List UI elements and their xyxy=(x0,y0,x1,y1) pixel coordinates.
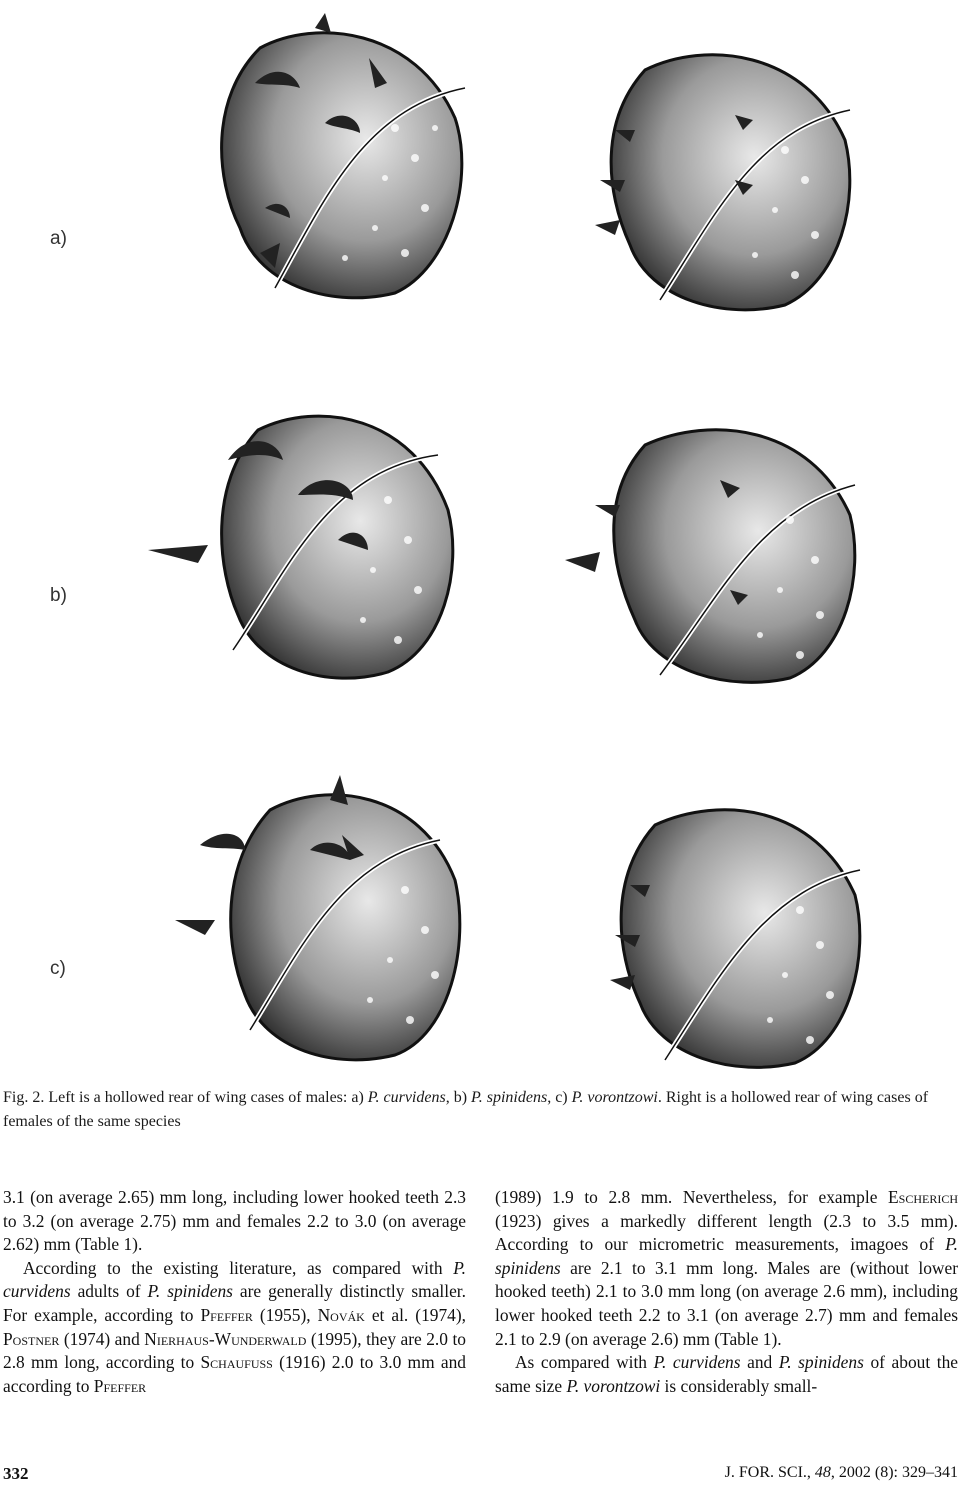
female-elytra-drawing-a xyxy=(555,30,865,320)
text-span: (1974) and xyxy=(59,1328,145,1349)
male-elytra-drawing-c xyxy=(170,770,470,1070)
female-elytra-drawing-c xyxy=(570,785,870,1075)
left-paragraph-2 xyxy=(3,1257,466,1399)
author-name: Novák xyxy=(317,1304,365,1325)
journal-name: J. FOR. SCI., xyxy=(724,1464,815,1481)
journal-volume: 48 xyxy=(814,1464,831,1481)
panel-label-a: a) xyxy=(50,228,67,249)
male-elytra-drawing-a xyxy=(165,8,475,308)
panel-label-c: c) xyxy=(50,958,66,979)
caption-text-1: , b) xyxy=(445,1089,472,1106)
text-span: of about the same size xyxy=(495,1352,959,1396)
text-span: According to the existing literature, as compared with xyxy=(23,1257,454,1278)
author-name: Postner xyxy=(3,1328,60,1349)
text-span: (1955), xyxy=(252,1304,318,1325)
page-number: 332 xyxy=(3,1464,29,1483)
species-name: P. curvidens xyxy=(3,1257,466,1302)
species-name: P. curvidens xyxy=(653,1352,741,1373)
female-elytra-drawing-b xyxy=(560,410,870,690)
text-span: (1923) gives a markedly different length (2.3 to 3.5 mm). According to our micrometric measurements, imagoes of xyxy=(495,1210,958,1255)
journal-citation xyxy=(725,1464,958,1482)
author-name: Pfeffer xyxy=(200,1304,253,1325)
author-name: Escherich xyxy=(888,1187,958,1207)
caption-prefix: Fig. 2. Left is a hollowed rear of wing cases of males: a) xyxy=(3,1089,368,1106)
caption-text-2: , c) xyxy=(547,1089,572,1106)
caption-species-2: P. spinidens xyxy=(471,1089,548,1106)
male-elytra-drawing-b xyxy=(148,400,468,690)
text-span: and xyxy=(740,1352,779,1373)
text-span: are 2.1 to 3.1 mm long. Males are (without lower hooked teeth) 2.1 to 3.0 mm long (on average 2.6 mm), including lower hooked teeth 2.2 to 3.1 (on average 2.7) mm and females 2.1 to 2.9 (on average 2.6) mm (Table 1). xyxy=(495,1257,958,1349)
author-name: Nierhaus-Wunderwald xyxy=(144,1328,307,1349)
text-span: (1989) 1.9 to 2.8 mm. Nevertheless, for example xyxy=(495,1187,889,1207)
caption-suffix: . Right is a hollowed rear of wing cases of females of the same species xyxy=(3,1089,929,1130)
text-span: (1916) 2.0 to 3.0 mm and according to xyxy=(3,1352,466,1396)
journal-issue: , 2002 (8): 329–341 xyxy=(830,1464,958,1481)
text-span: et al. (1974), xyxy=(364,1304,466,1325)
author-name: Schaufuss xyxy=(200,1352,273,1373)
right-paragraph-1 xyxy=(495,1186,958,1351)
left-paragraph-1: 3.1 (on average 2.65) mm long, including lower hooked teeth 2.3 to 3.2 (on average 2.75) mm and females 2.2 to 3.0 (on average 2.62) mm (Table 1). xyxy=(3,1187,466,1255)
caption-species-3: P. vorontzowi xyxy=(571,1089,658,1106)
text-span: (1995), they are 2.0 to 2.8 mm long, according to xyxy=(3,1328,466,1373)
text-span: is considerably small- xyxy=(660,1375,818,1396)
text-span: are generally distinctly smaller. For example, according to xyxy=(3,1281,466,1325)
species-name: P. spinidens xyxy=(778,1352,864,1373)
species-name: P. spinidens xyxy=(495,1234,958,1278)
right-column xyxy=(495,1186,958,1398)
right-paragraph-2 xyxy=(495,1351,958,1398)
author-name: Pfeffer xyxy=(93,1375,147,1396)
species-name: P. vorontzowi xyxy=(566,1375,661,1396)
species-name: P. spinidens xyxy=(147,1281,233,1302)
figure-caption xyxy=(3,1086,958,1134)
panel-label-b: b) xyxy=(50,585,67,606)
caption-species-1: P. curvidens xyxy=(367,1089,446,1106)
left-column xyxy=(3,1186,466,1398)
text-span: As compared with xyxy=(515,1352,654,1373)
text-span: adults of xyxy=(70,1281,148,1302)
